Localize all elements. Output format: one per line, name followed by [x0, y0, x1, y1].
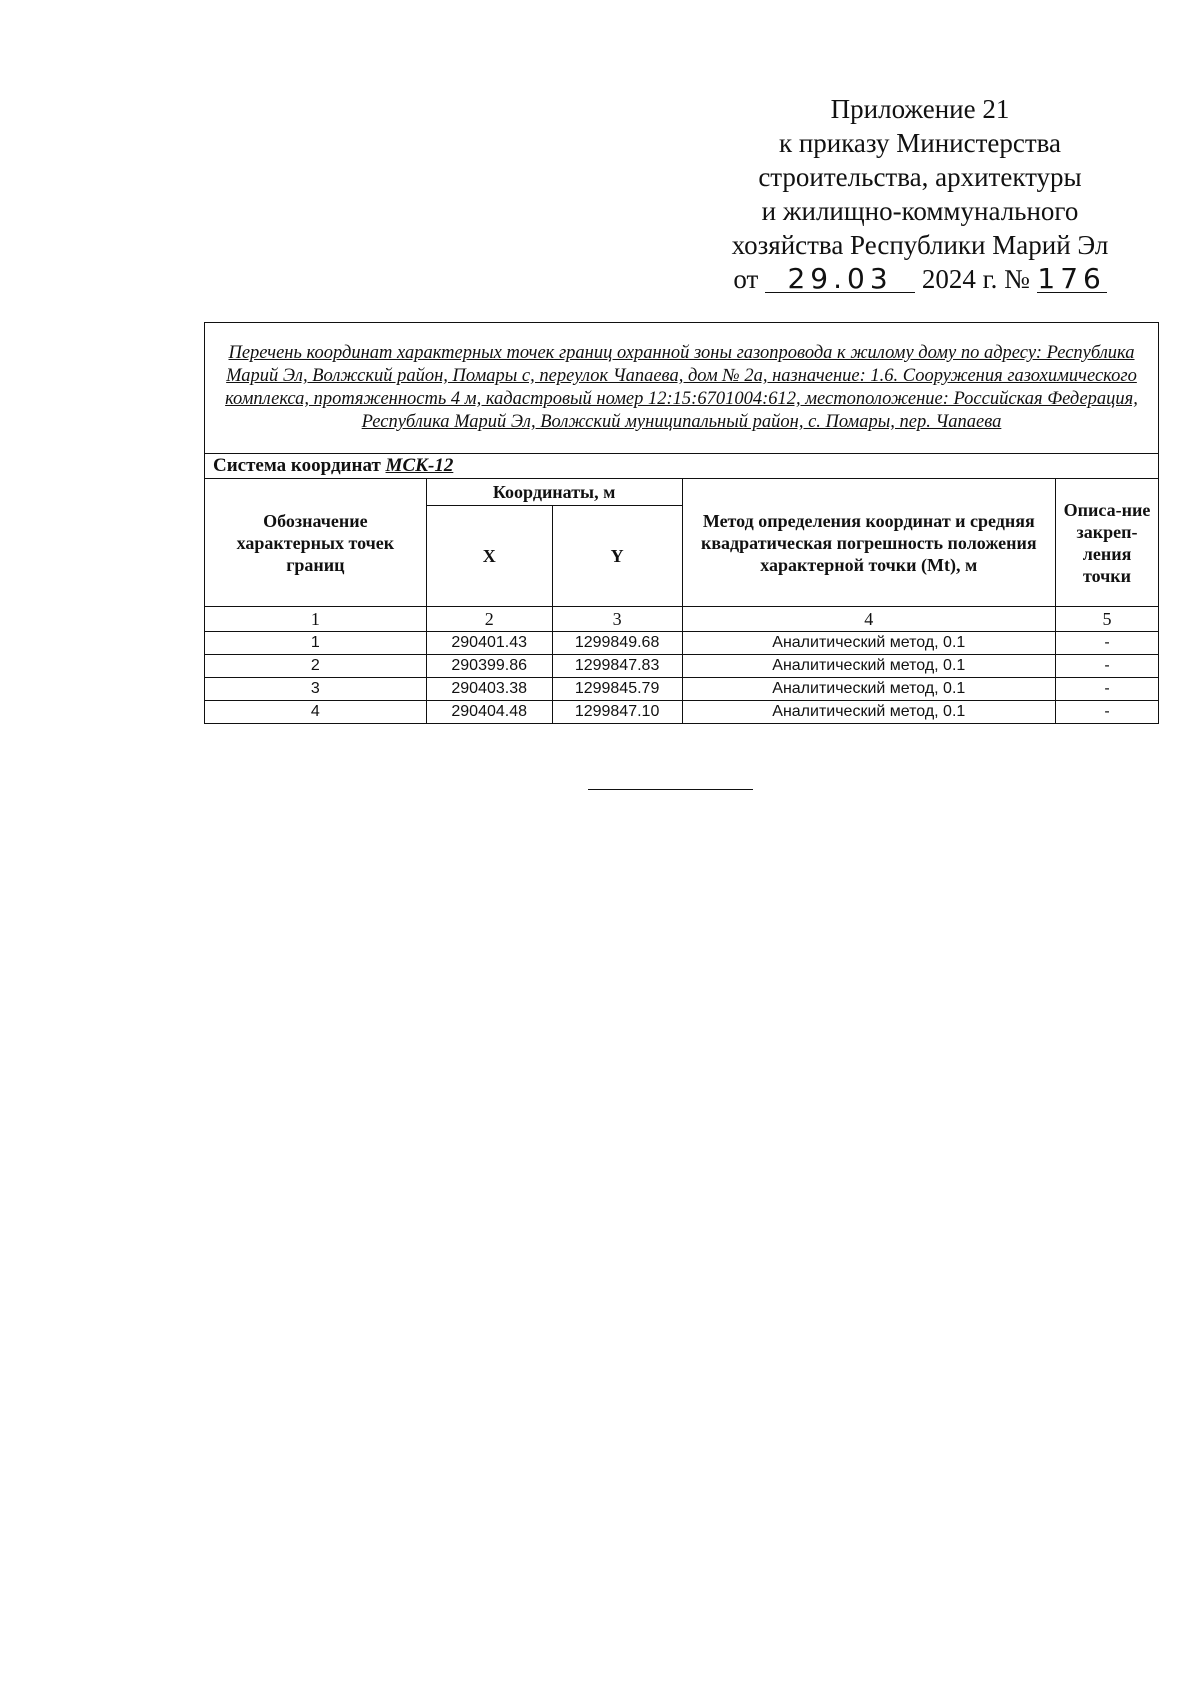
handwritten-order-number: 176 — [1037, 262, 1106, 295]
table-row — [205, 678, 1159, 701]
description-value: - — [1056, 632, 1159, 655]
table-row — [205, 632, 1159, 655]
y-coordinate: 1299847.10 — [552, 701, 682, 724]
x-coordinate: 290401.43 — [426, 632, 552, 655]
point-number: 1 — [205, 632, 427, 655]
header-method: Метод определения координат и средняя квадратическая погрешность положения характерной точки (Mt), м — [682, 479, 1056, 607]
ministry-line-1: строительства, архитектуры — [758, 162, 1082, 192]
header-point-designation: Обозначение характерных точек границ — [205, 479, 427, 607]
handwritten-date: 29.03 — [765, 266, 915, 293]
method-value: Аналитический метод, 0.1 — [682, 701, 1056, 724]
coordinate-system-row — [205, 454, 1159, 479]
column-number: 4 — [682, 607, 1056, 632]
description-value: - — [1056, 678, 1159, 701]
description-value: - — [1056, 655, 1159, 678]
y-coordinate: 1299847.83 — [552, 655, 682, 678]
description-value: - — [1056, 701, 1159, 724]
order-date-line — [690, 262, 1150, 296]
header-description: Описа-ние закреп-ления точки — [1056, 479, 1159, 607]
column-number: 3 — [552, 607, 682, 632]
header-y: Y — [552, 506, 682, 607]
point-number: 3 — [205, 678, 427, 701]
y-coordinate: 1299845.79 — [552, 678, 682, 701]
table-title: Перечень координат характерных точек границ охранной зоны газопровода к жилому дому по адресу: Республика Марий Эл, Волжский район, Помары с, переулок Чапаева, дом № 2а, назначение: 1.6. Сооружения газохимического комплекса, протяженность 4 м, кадастровый номер 12:15:6701004:612, местоположение: Российская Федерация, Республика Марий Эл, Волжский муниципальный район, с. Помары, пер. Чапаева — [205, 323, 1159, 454]
coordinate-system-label: Система координат — [213, 455, 381, 476]
column-number: 5 — [1056, 607, 1159, 632]
end-divider — [588, 789, 753, 790]
table-row — [205, 655, 1159, 678]
y-coordinate: 1299849.68 — [552, 632, 682, 655]
header-coordinates: Координаты, м — [426, 479, 682, 506]
x-coordinate: 290403.38 — [426, 678, 552, 701]
coordinates-table — [204, 322, 1159, 724]
order-reference-line: к приказу Министерства — [778, 128, 1062, 158]
ministry-line-3: хозяйства Республики Марий Эл — [731, 230, 1109, 260]
point-number: 4 — [205, 701, 427, 724]
table-row — [205, 701, 1159, 724]
method-value: Аналитический метод, 0.1 — [682, 632, 1056, 655]
point-number: 2 — [205, 655, 427, 678]
appendix-header — [690, 92, 1150, 296]
date-prefix: от — [733, 264, 759, 294]
header-x: X — [426, 506, 552, 607]
ministry-line-2: и жилищно-коммунального — [761, 196, 1079, 226]
x-coordinate: 290399.86 — [426, 655, 552, 678]
coordinate-system-value: МСК-12 — [385, 455, 454, 476]
column-number: 1 — [205, 607, 427, 632]
x-coordinate: 290404.48 — [426, 701, 552, 724]
column-number: 2 — [426, 607, 552, 632]
year-text: 2024 г. № — [921, 264, 1030, 294]
column-number-row — [205, 607, 1159, 632]
method-value: Аналитический метод, 0.1 — [682, 655, 1056, 678]
appendix-title: Приложение 21 — [830, 94, 1010, 124]
method-value: Аналитический метод, 0.1 — [682, 678, 1056, 701]
